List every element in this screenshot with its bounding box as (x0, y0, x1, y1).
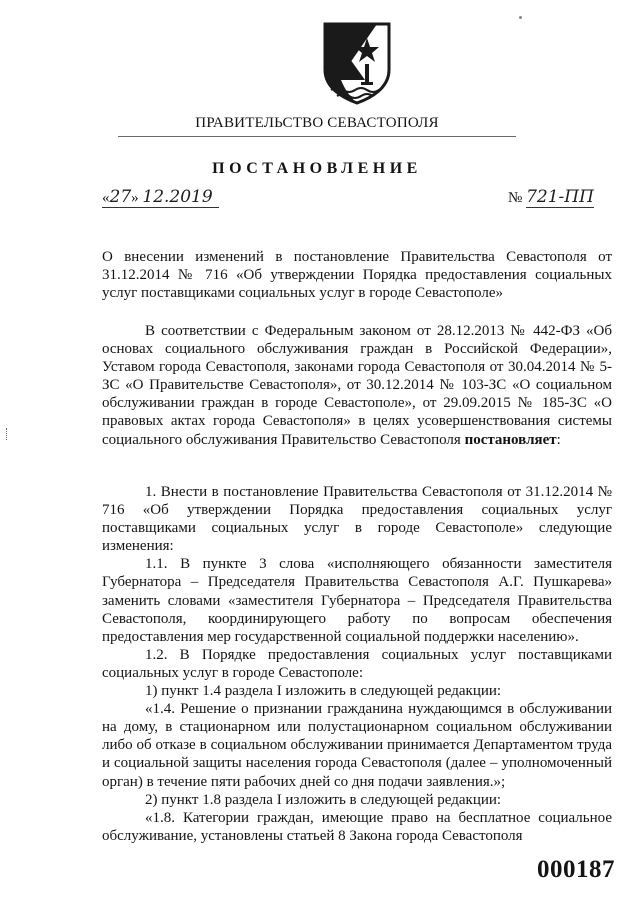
date-close-quote: » (131, 190, 139, 206)
basis-text: В соответствии с Федеральным законом от 28.12.2013 № 442-ФЗ «Об основах социального обслуживания граждан в Российской Федерации», Уставом города Севастополя, законами города Севастополя от 30.04.2014 № 5-ЗС «О Правительстве Севастополя», от 30.12.2014 № 103-ЗС «О социальном обслуживании граждан в городе Севастополе», от 29.09.2015 № 185-ЗС «О правовых актах города Севастополя» в целях усовершенствования системы социального обслуживания Правительство Севастополя (102, 323, 612, 448)
header-divider (118, 136, 516, 137)
government-name: ПРАВИТЕЛЬСТВО СЕВАСТОПОЛЯ (195, 115, 439, 131)
date-month-year: 12.2019 (142, 187, 213, 207)
clause-1-2-item-1: 1) пункт 1.4 раздела I изложить в следующей редакции: (145, 683, 502, 700)
clause-1-2: 1.2. В Порядке предоставления социальных услуг поставщиками социальных услуг в городе Севастополе: (102, 646, 612, 681)
date-open-quote: « (102, 190, 110, 206)
document-number (508, 187, 594, 208)
clause-1: 1. Внести в постановление Правительства Севастополя от 31.12.2014 № 716 «Об утверждении Порядка предоставления социальных услуг поставщиками социальных услуг в городе Севастополе» следующие изменения: (102, 484, 612, 555)
margin-mark (6, 428, 9, 440)
document-date (102, 187, 219, 208)
clause-1-1: 1.1. В пункте 3 слова «исполняющего обязанности заместителя Губернатора – Председателя Правительства Севастополя А.Г. Пушкарева» заменить словами «заместителя Губернатора – Председателя Правительства Севастополя, координирующего работу по вопросам обеспечения предоставления мер государственной социальной поддержки населению». (102, 556, 612, 645)
scan-speck (519, 16, 522, 19)
date-day: 27 (109, 187, 132, 207)
subject-text: О внесении изменений в постановление Правительства Севастополя от 31.12.2014 № 716 «Об утверждении Порядка предоставления социальных услуг поставщиками социальных услуг в городе Севастополе» (102, 249, 612, 302)
number-value: 721-ПП (526, 187, 594, 207)
resolution-clauses (102, 483, 612, 845)
date-field (102, 187, 219, 208)
number-field (526, 187, 594, 208)
clause-1-2-item-2-text: «1.8. Категории граждан, имеющие право на бесплатное социальное обслуживание, установлены статьей 8 Закона города Севастополя (102, 809, 612, 844)
basis-emphasis: постановляет (464, 431, 557, 448)
sevastopol-coat-of-arms-icon (321, 20, 393, 105)
document-type-title: ПОСТАНОВЛЕНИЕ (212, 160, 422, 177)
clause-1-2-item-2: 2) пункт 1.8 раздела I изложить в следующей редакции: (145, 791, 502, 808)
document-subject (102, 248, 612, 302)
number-sign: № (508, 190, 523, 206)
clause-1-2-item-1-text: «1.4. Решение о признании гражданина нуждающимся в обслуживании на дому, в стационарном или полустационарном социальном обслуживании либо об отказе в социальном обслуживании принимается Департаментом труда и социальной защиты населения города Севастополя (далее – уполномоченный орган) в течение пяти рабочих дней со дня подачи заявления.»; (102, 701, 612, 790)
serial-number: 000187 (537, 856, 615, 883)
legal-basis-paragraph (102, 322, 612, 449)
basis-end: : (556, 431, 561, 448)
basis-text-wrapper (102, 322, 612, 449)
